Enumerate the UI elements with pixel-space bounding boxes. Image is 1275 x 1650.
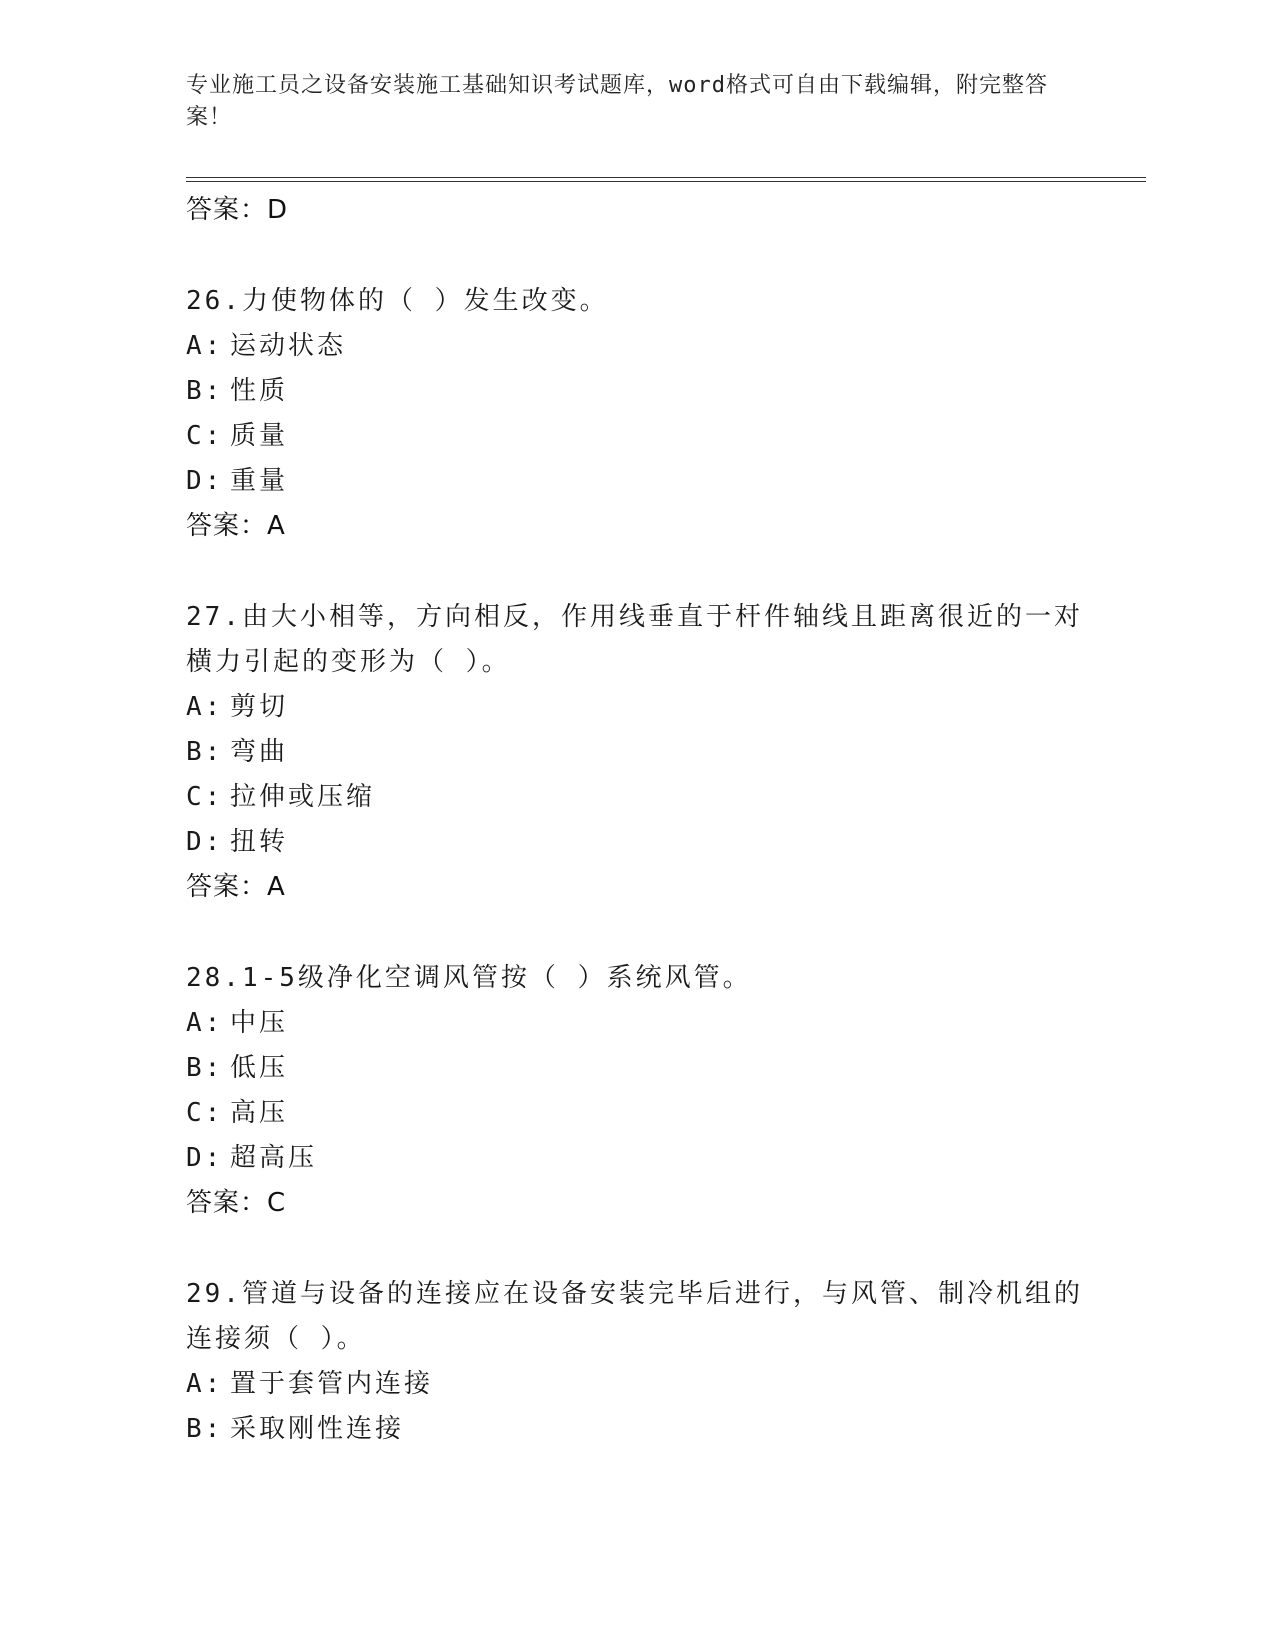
question-text: 29.管道与设备的连接应在设备安装完毕后进行，与风管、制冷机组的连接须（ ）。: [186, 1279, 1083, 1354]
option-text: 采取刚性连接: [230, 1414, 405, 1444]
answer-line: 答案：A: [186, 872, 286, 902]
spacer: [186, 909, 1086, 956]
option-letter: B:: [186, 737, 224, 767]
option-letter: C:: [186, 421, 224, 451]
option-b: [186, 369, 1086, 414]
option-text: 扭转: [230, 827, 289, 857]
option-b: [186, 730, 1086, 775]
option-text: 运动状态: [230, 331, 347, 361]
option-b: [186, 1046, 1086, 1091]
option-b: [186, 1407, 1086, 1452]
option-d: [186, 820, 1086, 865]
question-text: 28.1-5级净化空调风管按（ ）系统风管。: [186, 963, 752, 993]
option-a: [186, 1362, 1086, 1407]
option-text: 剪切: [230, 692, 289, 722]
option-letter: D:: [186, 827, 224, 857]
option-text: 低压: [230, 1053, 289, 1083]
option-letter: A:: [186, 1008, 224, 1038]
spacer: [186, 1225, 1086, 1272]
question-29: [186, 1272, 1086, 1452]
option-text: 弯曲: [230, 737, 289, 767]
option-text: 质量: [230, 421, 289, 451]
option-letter: C:: [186, 782, 224, 812]
option-letter: D:: [186, 466, 224, 496]
question-text: 27.由大小相等，方向相反，作用线垂直于杆件轴线且距离很近的一对横力引起的变形为（ ）。: [186, 602, 1083, 677]
option-c: [186, 1091, 1086, 1136]
option-text: 高压: [230, 1098, 289, 1128]
option-text: 拉伸或压缩: [230, 782, 376, 812]
header-divider-secondary: [186, 181, 1146, 182]
option-letter: A:: [186, 331, 224, 361]
option-letter: B:: [186, 1053, 224, 1083]
option-a: [186, 324, 1086, 369]
option-letter: B:: [186, 1414, 224, 1444]
spacer: [186, 548, 1086, 595]
question-26: [186, 279, 1086, 548]
option-text: 重量: [230, 466, 289, 496]
option-letter: D:: [186, 1143, 224, 1173]
option-text: 中压: [230, 1008, 289, 1038]
option-a: [186, 1001, 1086, 1046]
option-letter: C:: [186, 1098, 224, 1128]
option-text: 置于套管内连接: [230, 1369, 434, 1399]
question-list: [186, 188, 1086, 1452]
option-letter: A:: [186, 692, 224, 722]
question-text: 26.力使物体的（ ）发生改变。: [186, 286, 609, 316]
option-letter: B:: [186, 376, 224, 406]
option-d: [186, 1136, 1086, 1181]
spacer: [186, 232, 1086, 279]
previous-answer: 答案：D: [186, 195, 289, 225]
question-27: [186, 595, 1086, 909]
page-header: 专业施工员之设备安装施工基础知识考试题库，word格式可自由下载编辑，附完整答案！: [186, 73, 1048, 130]
option-d: [186, 459, 1086, 504]
option-letter: A:: [186, 1369, 224, 1399]
question-28: [186, 956, 1086, 1225]
answer-line: 答案：C: [186, 1188, 287, 1218]
header-divider: [186, 177, 1146, 178]
option-text: 性质: [230, 376, 289, 406]
option-a: [186, 685, 1086, 730]
option-c: [186, 414, 1086, 459]
option-c: [186, 775, 1086, 820]
answer-line: 答案：A: [186, 511, 286, 541]
option-text: 超高压: [230, 1143, 318, 1173]
